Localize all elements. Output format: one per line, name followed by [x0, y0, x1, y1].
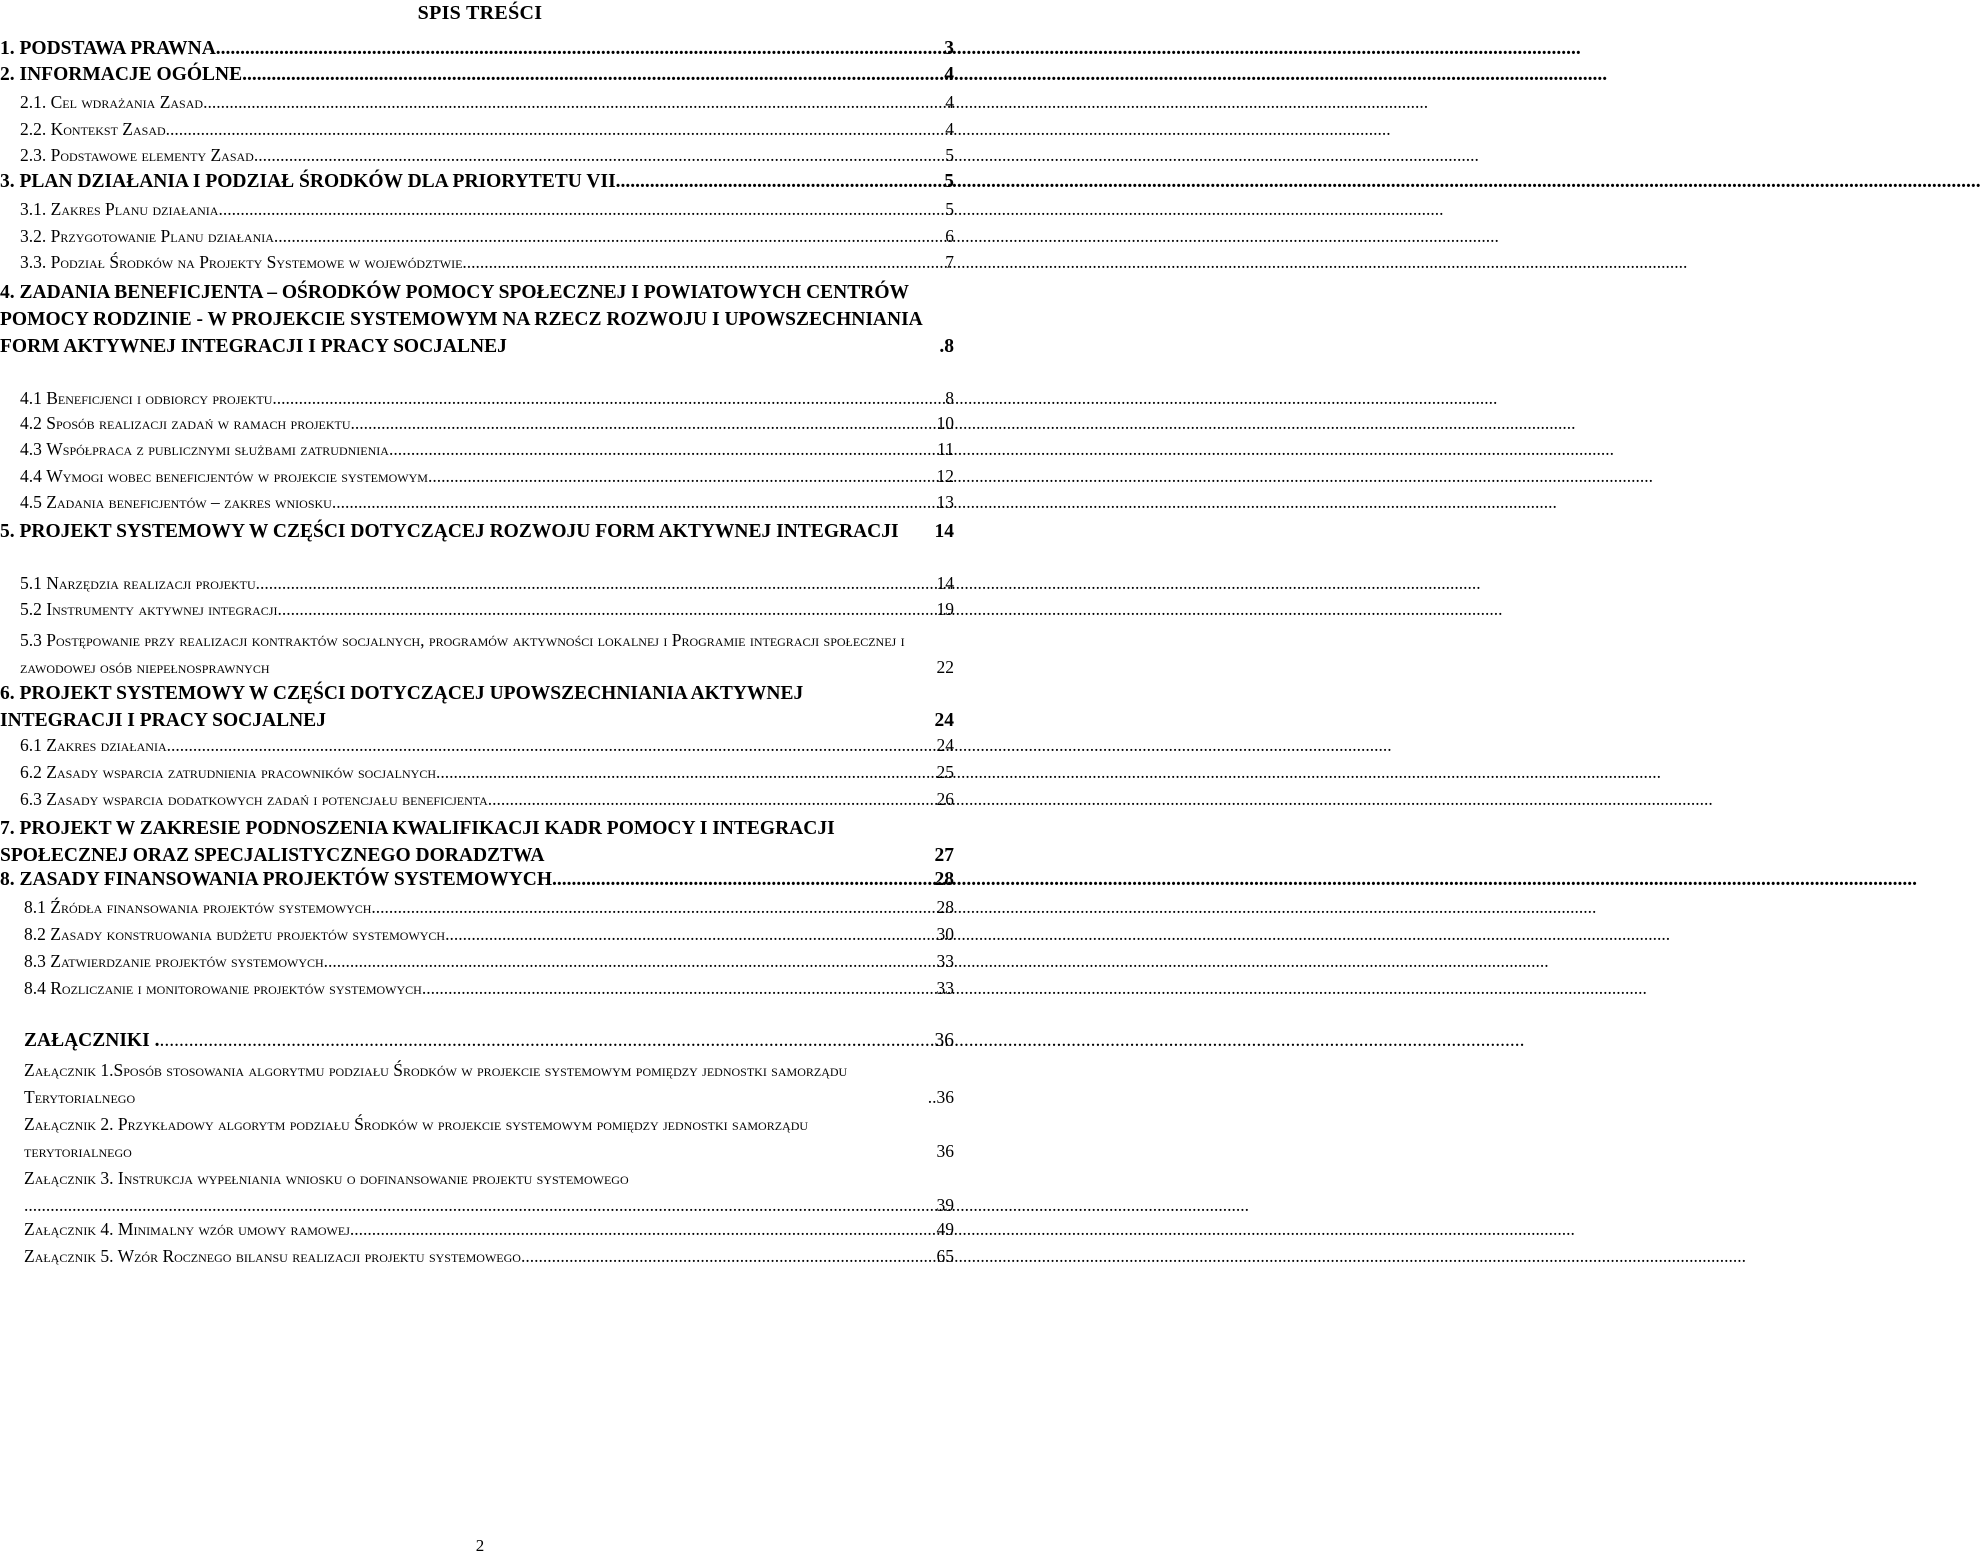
- toc-entry-5[interactable]: 5. PROJEKT SYSTEMOWY W CZĘŚCI DOTYCZĄCEJ ROZWOJU FORM AKTYWNEJ INTEGRACJI 14: [0, 521, 954, 542]
- toc-entry-8-3[interactable]: 8.3 Zatwierdzanie projektów systemowych ..... 33: [24, 951, 954, 972]
- toc-entry-2-3[interactable]: 2.3. Podstawowe elementy Zasad ..... 5: [20, 145, 954, 166]
- toc-entry-6[interactable]: 6. PROJEKT SYSTEMOWY W CZĘŚCI DOTYCZĄCEJ UPOWSZECHNIANIA AKTYWNEJ INTEGRACJI I PRACY SOCJALNEJ 24: [0, 683, 954, 731]
- toc-entry-2-2[interactable]: 2.2. Kontekst Zasad ..... 4: [20, 119, 954, 140]
- toc-entry-1[interactable]: 1. PODSTAWA PRAWNA ..... 3: [0, 38, 954, 60]
- toc-entry-8[interactable]: 8. ZASADY FINANSOWANIA PROJEKTÓW SYSTEMOWYCH ..... 28: [0, 869, 954, 891]
- toc-entry-4-5[interactable]: 4.5 Zadania beneficjentów – zakres wniosku ..... 13: [20, 492, 954, 513]
- toc-entry-8-1[interactable]: 8.1 Źródła finansowania projektów systemowych ..... 28: [24, 897, 954, 918]
- toc-entry-5-3[interactable]: 5.3 Postępowanie przy realizacji kontraktów socjalnych, programów aktywności lokalnej i Programie integracji społecznej i zawodowej osób niepełnosprawnych 22: [20, 630, 954, 677]
- toc-entry-6-3[interactable]: 6.3 Zasady wsparcia dodatkowych zadań i potencjału beneficjenta ..... 26: [20, 789, 954, 810]
- toc-entry-3[interactable]: 3. PLAN DZIAŁANIA I PODZIAŁ ŚRODKÓW DLA PRIORYTETU VII ..... 5: [0, 171, 954, 193]
- toc-entry-2[interactable]: 2. INFORMACJE OGÓLNE ..... 4: [0, 64, 954, 86]
- toc-entry-5-1[interactable]: 5.1 Narzędzia realizacji projektu ..... 14: [20, 573, 954, 594]
- toc-entry-3-2[interactable]: 3.2. Przygotowanie Planu działania ..... 6: [20, 226, 954, 247]
- toc-attachment-2[interactable]: Załącznik 2. Przykładowy algorytm podziału Środków w projekcie systemowym pomiędzy jednostki samorządu terytorialnego 36: [24, 1114, 954, 1161]
- toc-entry-2-1[interactable]: 2.1. Cel wdrażania Zasad ..... 4: [20, 92, 954, 113]
- toc-entry-5-2[interactable]: 5.2 Instrumenty aktywnej integracji ..... 19: [20, 599, 954, 620]
- toc-entry-8-4[interactable]: 8.4 Rozliczanie i monitorowanie projektów systemowych ..... 33: [24, 978, 954, 999]
- toc-entry-3-3[interactable]: 3.3. Podział Środków na Projekty Systemowe w województwie ..... 7: [20, 252, 954, 273]
- toc-attachment-3[interactable]: Załącznik 3. Instrukcja wypełniania wniosku o dofinansowanie projektu systemowego ..... 39: [24, 1165, 954, 1219]
- toc-entry-7[interactable]: 7. PROJEKT W ZAKRESIE PODNOSZENIA KWALIFIKACJI KADR POMOCY I INTEGRACJI SPOŁECZNEJ ORAZ SPECJALISTYCZNEGO DORADZTWA 27: [0, 818, 954, 866]
- toc-entry-3-1[interactable]: 3.1. Zakres Planu działania ..... 5: [20, 199, 954, 220]
- toc-attachment-4[interactable]: Załącznik 4. Minimalny wzór umowy ramowej ..... 49: [24, 1219, 954, 1240]
- toc-entry-6-2[interactable]: 6.2 Zasady wsparcia zatrudnienia pracowników socjalnych ..... 25: [20, 762, 954, 783]
- page-title: SPIS TREŚCI: [417, 2, 543, 24]
- toc-entry-4-4[interactable]: 4.4 Wymogi wobec beneficjentów w projekcie systemowym ..... 12: [20, 466, 954, 487]
- toc-entry-6-1[interactable]: 6.1 Zakres działania ..... 24: [20, 735, 954, 756]
- toc-entry-4-2[interactable]: 4.2 Sposób realizacji zadań w ramach projektu ..... 10: [20, 413, 954, 434]
- toc-entry-4-3[interactable]: 4.3 Współpraca z publicznymi służbami zatrudnienia ..... 11: [20, 439, 954, 460]
- toc-entry-8-2[interactable]: 8.2 Zasady konstruowania budżetu projektów systemowych ..... 30: [24, 924, 954, 945]
- toc-attachments-heading[interactable]: ZAŁĄCZNIKI . ..... 36: [24, 1030, 954, 1052]
- toc-attachment-5[interactable]: Załącznik 5. Wzór Rocznego bilansu realizacji projektu systemowego ..... 65: [24, 1246, 954, 1267]
- page-number: 2: [475, 1536, 485, 1555]
- toc-attachment-1[interactable]: Załącznik 1.Sposób stosowania algorytmu podziału Środków w projekcie systemowym pomiędzy jednostki samorządu Terytorialnego ..36: [24, 1060, 954, 1107]
- toc-entry-4-1[interactable]: 4.1 Beneficjenci i odbiorcy projektu ..... 8: [20, 388, 954, 409]
- toc-entry-4-page: .8: [939, 336, 954, 357]
- toc-entry-4[interactable]: 4. ZADANIA BENEFICJENTA – OŚRODKÓW POMOCY SPOŁECZNEJ I POWIATOWYCH CENTRÓW POMOCY RODZINIE - W PROJEKCIE SYSTEMOWYM NA RZECZ ROZWOJU I UPOWSZECHNIANIA FORM AKTYWNEJ INTEGRACJI I PRACY SOCJALNEJ .8: [0, 279, 954, 360]
